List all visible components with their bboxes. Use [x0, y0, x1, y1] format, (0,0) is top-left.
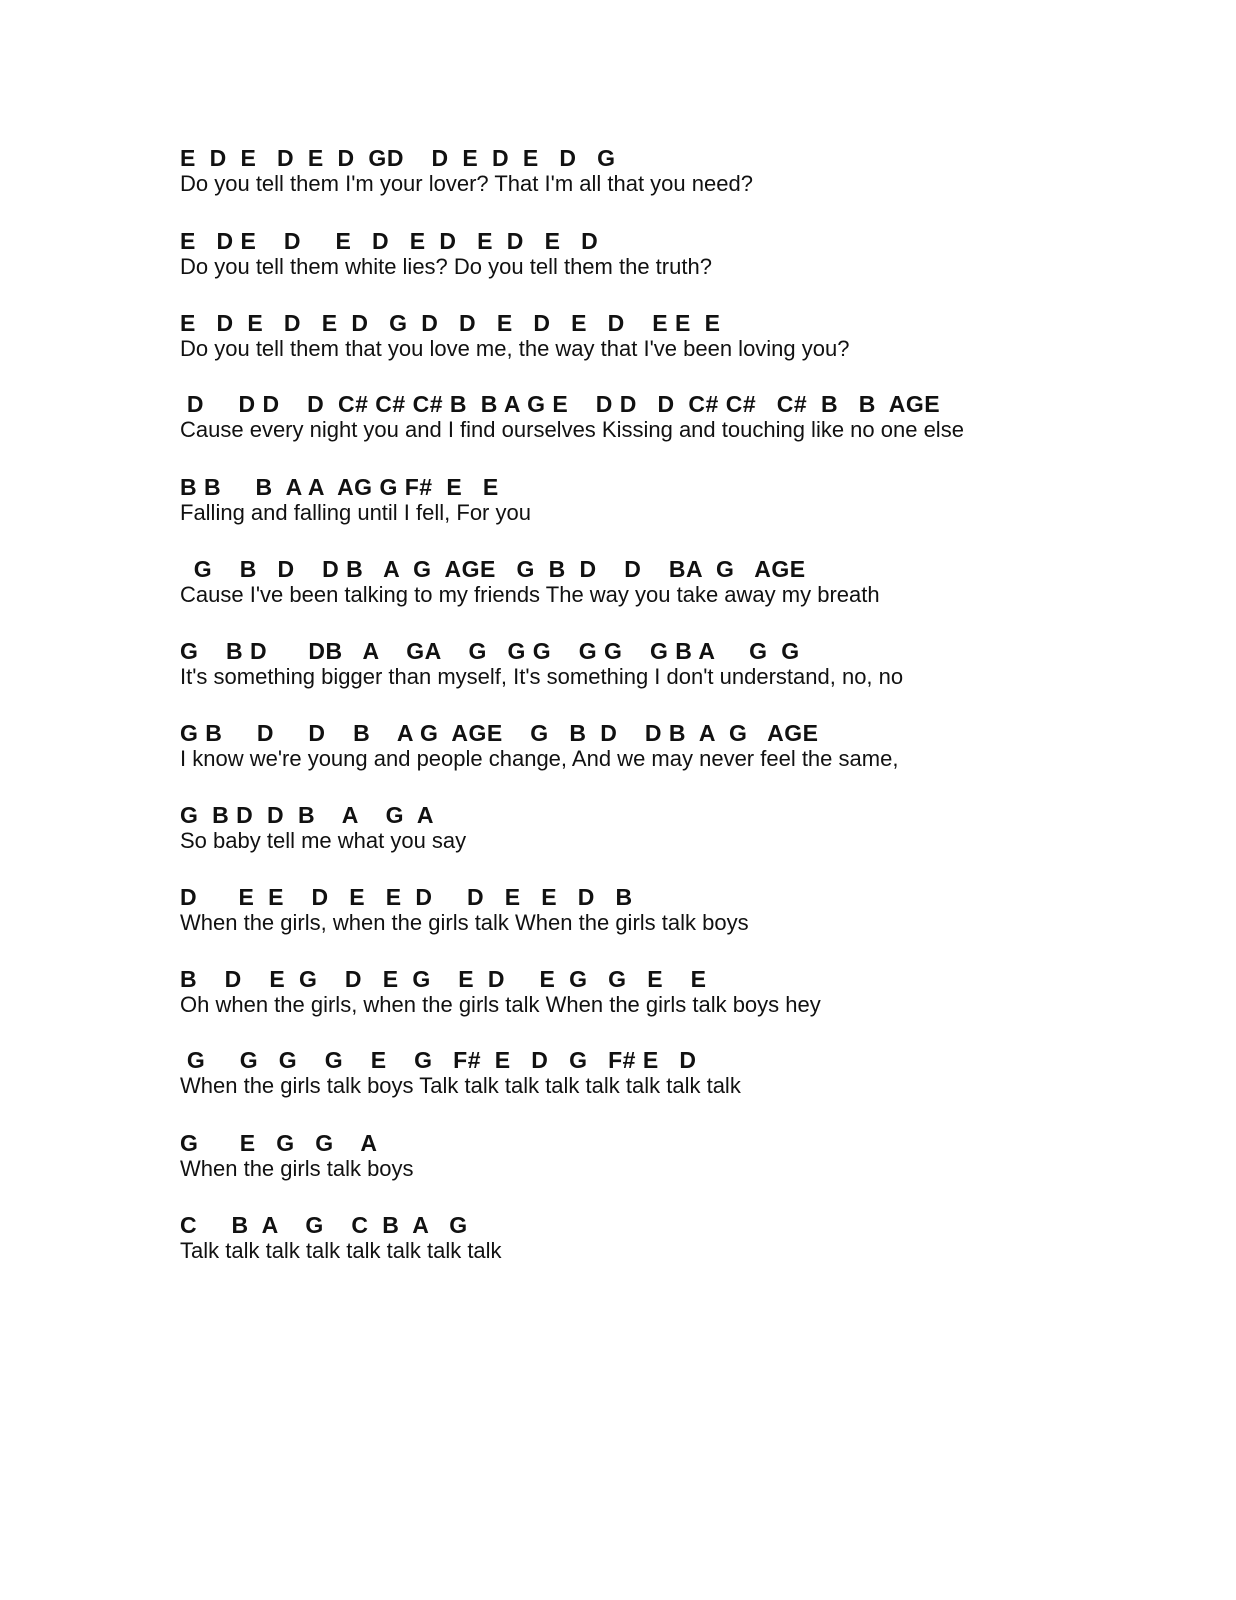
note-line: C B A G C B A G	[180, 1212, 468, 1238]
lyric-line: It's something bigger than myself, It's something I don't understand, no, no	[180, 664, 904, 689]
lyric-line: When the girls talk boys Talk talk talk talk talk talk talk talk	[180, 1073, 741, 1098]
note-line: G B D DB A GA G G G G G G B A G G	[180, 638, 800, 664]
note-line: D D D D C# C# C# B B A G E D D D C# C# C# B B AGE	[180, 391, 941, 417]
lyric-line: When the girls talk boys	[180, 1156, 414, 1181]
stanza	[180, 720, 1180, 772]
lyric-line: Do you tell them white lies? Do you tell them the truth?	[180, 254, 712, 279]
note-line: E D E D E D G D D E D E D E E E	[180, 310, 721, 336]
note-line: G B D D B A G A	[180, 802, 435, 828]
stanza	[180, 474, 1180, 526]
lyric-line: Do you tell them I'm your lover? That I'm all that you need?	[180, 171, 753, 196]
stanza	[180, 1212, 1180, 1264]
note-line: G B D D B A G AGE G B D D BA G AGE	[180, 556, 806, 582]
note-line: B D E G D E G E D E G G E E	[180, 966, 707, 992]
stanza	[180, 228, 1180, 280]
note-line: B B B A A AG G F# E E	[180, 474, 499, 500]
stanza	[180, 310, 1180, 362]
lyric-line: I know we're young and people change, And we may never feel the same,	[180, 746, 899, 771]
note-line: D E E D E E D D E E D B	[180, 884, 633, 910]
note-line: G E G G A	[180, 1130, 378, 1156]
note-line: G G G G E G F# E D G F# E D	[180, 1047, 697, 1073]
stanza	[180, 638, 1180, 690]
lyric-line: So baby tell me what you say	[180, 828, 467, 853]
stanza	[180, 391, 1180, 443]
lyric-line: When the girls, when the girls talk When the girls talk boys	[180, 910, 749, 935]
stanza	[180, 1047, 1180, 1099]
lyric-line: Falling and falling until I fell, For you	[180, 500, 531, 525]
lyric-line: Do you tell them that you love me, the way that I've been loving you?	[180, 336, 850, 361]
stanza	[180, 1130, 1180, 1182]
stanza	[180, 966, 1180, 1018]
note-line: E D E D E D E D E D E D	[180, 228, 599, 254]
stanza	[180, 145, 1180, 197]
stanza	[180, 884, 1180, 936]
lyric-line: Oh when the girls, when the girls talk When the girls talk boys hey	[180, 992, 821, 1017]
stanza	[180, 802, 1180, 854]
lyric-line: Cause every night you and I find ourselves Kissing and touching like no one else	[180, 417, 964, 442]
lyric-line: Cause I've been talking to my friends The way you take away my breath	[180, 582, 880, 607]
note-line: E D E D E D GD D E D E D G	[180, 145, 616, 171]
note-line: G B D D B A G AGE G B D D B A G AGE	[180, 720, 819, 746]
stanza	[180, 556, 1180, 608]
lyric-line: Talk talk talk talk talk talk talk talk	[180, 1238, 502, 1263]
